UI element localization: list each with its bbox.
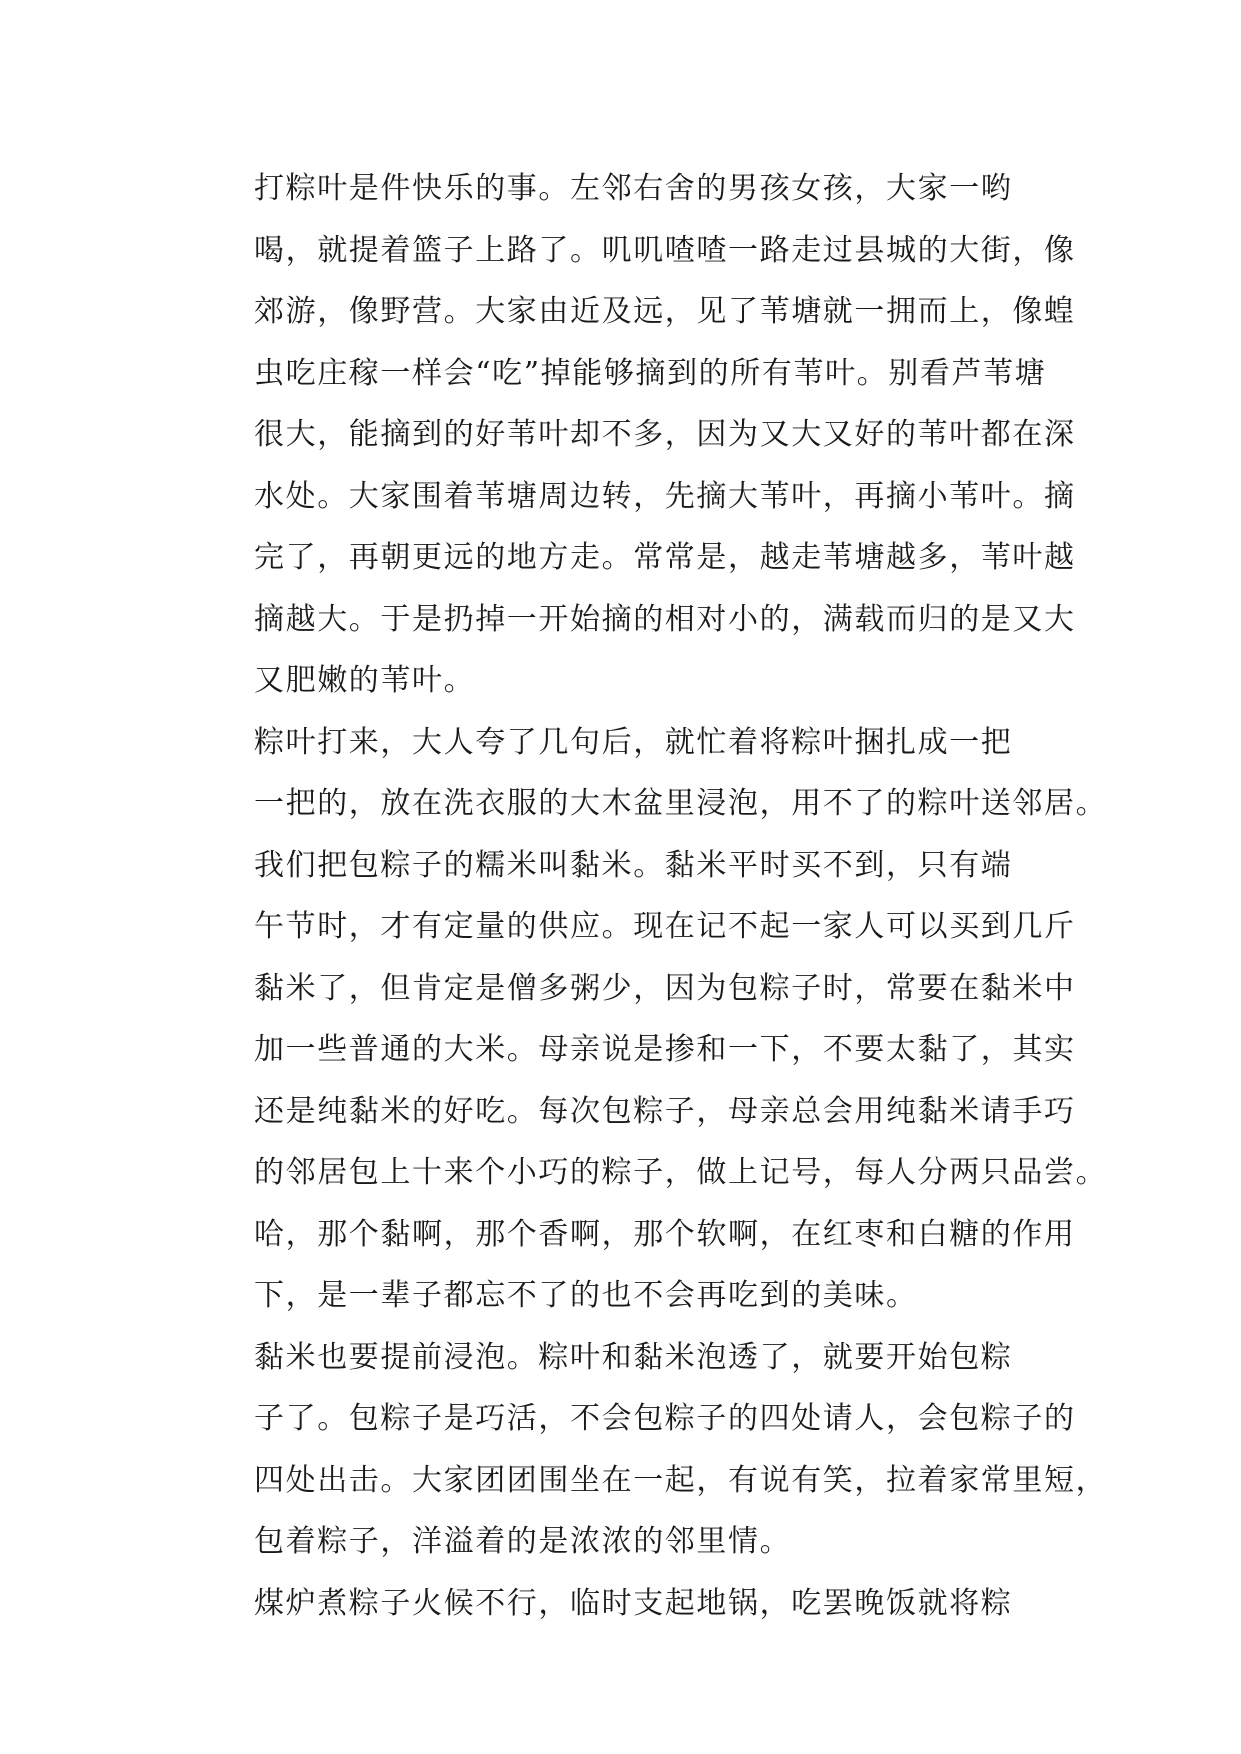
text-line: 的邻居包上十来个小巧的粽子，做上记号，每人分两只品尝。	[254, 1155, 1108, 1190]
text-line: 一把的，放在洗衣服的大木盆里浸泡，用不了的粽叶送邻居。	[254, 786, 1108, 821]
text-line: 子了。包粽子是巧活，不会包粽子的四处请人，会包粽子的	[254, 1401, 1076, 1436]
text-line: 又肥嫩的苇叶。	[254, 663, 476, 698]
paragraph-5	[190, 1573, 1050, 1635]
text-line: 摘越大。于是扔掉一开始摘的相对小的，满载而归的是又大	[254, 601, 1076, 637]
text-line: 水处。大家围着苇塘周边转，先摘大苇叶，再摘小苇叶。摘	[254, 478, 1076, 514]
text-line: 粽叶打来，大人夸了几句后，就忙着将粽叶捆扎成一把	[254, 724, 1013, 760]
body-text	[190, 158, 1108, 1634]
text-line: 我们把包粽子的糯米叫黏米。黏米平时买不到，只有端	[254, 847, 1013, 883]
text-line: 郊游，像野营。大家由近及远，见了苇塘就一拥而上，像蝗	[254, 294, 1076, 329]
paragraph-1	[190, 158, 1076, 712]
text-line: 很大，能摘到的好苇叶却不多，因为又大又好的苇叶都在深	[254, 417, 1076, 452]
text-line: 黏米也要提前浸泡。粽叶和黏米泡透了，就要开始包粽	[254, 1339, 1013, 1375]
paragraph-2	[190, 712, 1108, 835]
paragraph-4	[190, 1327, 1108, 1573]
paragraph-3	[190, 835, 1108, 1327]
text-line: 哈，那个黏啊，那个香啊，那个软啊，在红枣和白糖的作用	[254, 1216, 1076, 1252]
text-line: 黏米了，但肯定是僧多粥少，因为包粽子时，常要在黏米中	[254, 970, 1076, 1006]
text-line: 虫吃庄稼一样会“吃”掉能够摘到的所有苇叶。别看芦苇塘	[254, 355, 1047, 391]
text-line: 包着粽子，洋溢着的是浓浓的邻里情。	[254, 1524, 792, 1559]
text-line: 加一些普通的大米。母亲说是掺和一下，不要太黏了，其实	[254, 1032, 1076, 1067]
text-line: 四处出击。大家团团围坐在一起，有说有笑，拉着家常里短，	[254, 1462, 1108, 1498]
text-line: 午节时，才有定量的供应。现在记不起一家人可以买到几斤	[254, 909, 1076, 944]
text-line: 完了，再朝更远的地方走。常常是，越走苇塘越多，苇叶越	[254, 540, 1076, 575]
text-line: 还是纯黏米的好吃。每次包粽子，母亲总会用纯黏米请手巧	[254, 1093, 1076, 1129]
text-line: 下，是一辈子都忘不了的也不会再吃到的美味。	[254, 1278, 918, 1313]
text-line: 打粽叶是件快乐的事。左邻右舍的男孩女孩，大家一哟	[254, 171, 1013, 206]
text-line: 煤炉煮粽子火候不行，临时支起地锅，吃罢晚饭就将粽	[254, 1585, 1013, 1621]
text-line: 喝，就提着篮子上路了。叽叽喳喳一路走过县城的大街，像	[254, 232, 1076, 268]
